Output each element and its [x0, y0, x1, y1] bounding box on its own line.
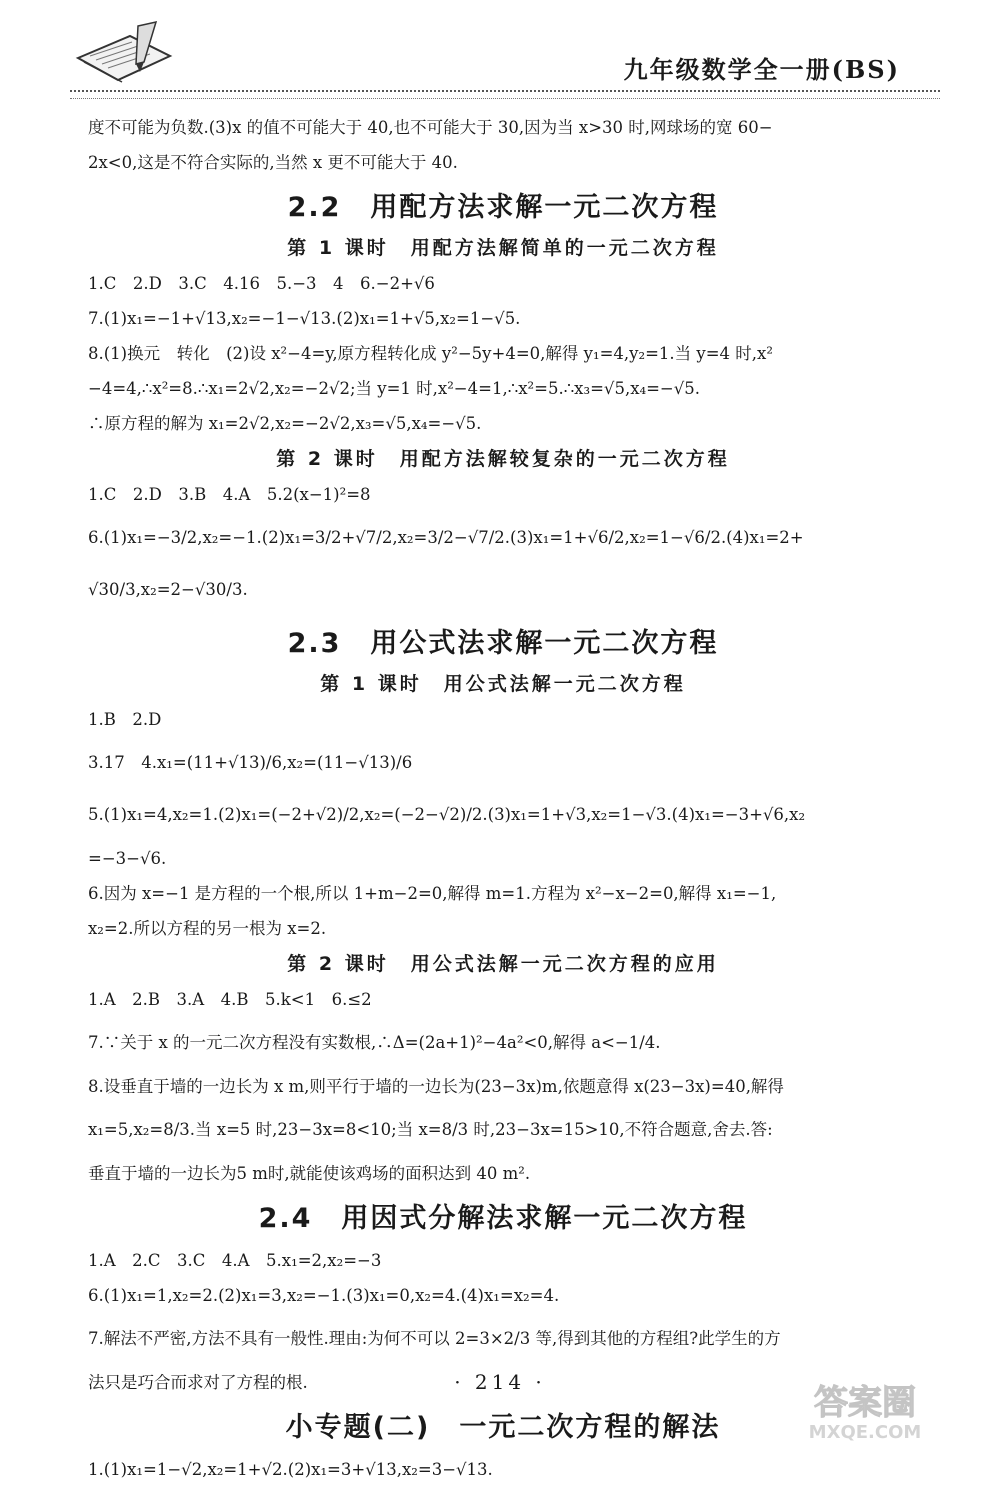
answer-line: 5.(1)x₁=4,x₂=1.(2)x₁=(−2+√2)/2,x₂=(−2−√2)/2.(3)x₁=1+√3,x₂=1−√3.(4)x₁=−3+√6,x₂ — [88, 805, 806, 824]
answer-line: √30/3,x₂=2−√30/3. — [88, 580, 248, 599]
answer-line: 6.(1)x₁=−3/2,x₂=−1.(2)x₁=3/2+√7/2,x₂=3/2−√7/2.(3)x₁=1+√6/2,x₂=1−√6/2.(4)x₁=2+ — [88, 528, 804, 547]
text-line: 2x<0,这是不符合实际的,当然 x 更不可能大于 40. — [88, 153, 458, 172]
lesson-title: 第 1 课时 用配方法解简单的一元二次方程 — [287, 237, 719, 259]
answer-line: 6.因为 x=−1 是方程的一个根,所以 1+m−2=0,解得 m=1.方程为 x²−x−2=0,解得 x₁=−1, — [88, 884, 777, 903]
watermark-logo — [750, 1378, 980, 1444]
book-title: 九年级数学全一册(BS) — [623, 55, 900, 84]
answer-line: =−3−√6. — [88, 849, 167, 868]
answer-content — [88, 110, 918, 1487]
lesson-title: 第 1 课时 用公式法解一元二次方程 — [320, 673, 686, 695]
answer-line: 1.A 2.C 3.C 4.A 5.x₁=2,x₂=−3 — [88, 1251, 382, 1270]
answer-line: 7.解法不严密,方法不具有一般性.理由:为何不可以 2=3×2/3 等,得到其他的方程组?此学生的方 — [88, 1329, 781, 1348]
answer-line: 垂直于墙的一边长为5 m时,就能使该鸡场的面积达到 40 m². — [88, 1164, 531, 1183]
page-header — [60, 14, 940, 98]
answer-line: 8.(1)换元 转化 (2)设 x²−4=y,原方程转化成 y²−5y+4=0,解得 y₁=4,y₂=1.当 y=4 时,x² — [88, 344, 773, 363]
notebook-pencil-icon — [70, 18, 180, 88]
section-title-special: 小专题(二) 一元二次方程的解法 — [285, 1412, 721, 1443]
answer-line: 法只是巧合而求对了方程的根. — [88, 1373, 308, 1392]
answer-line: x₂=2.所以方程的另一根为 x=2. — [88, 919, 327, 938]
header-divider — [70, 90, 940, 99]
section-title-2-4: 2.4 用因式分解法求解一元二次方程 — [258, 1203, 748, 1234]
answer-line: 1.(1)x₁=1−√2,x₂=1+√2.(2)x₁=3+√13,x₂=3−√13. — [88, 1460, 493, 1479]
answer-line: 1.B 2.D — [88, 710, 162, 729]
page-number: · 214 · — [454, 1370, 546, 1394]
answer-line: 1.C 2.D 3.C 4.16 5.−3 4 6.−2+√6 — [88, 274, 435, 293]
answer-line: 7.∵关于 x 的一元二次方程没有实数根,∴Δ=(2a+1)²−4a²<0,解得 a<−1/4. — [88, 1033, 661, 1052]
lesson-title: 第 2 课时 用配方法解较复杂的一元二次方程 — [276, 448, 730, 470]
answer-line: x₁=5,x₂=8/3.当 x=5 时,23−3x=8<10;当 x=8/3 时,23−3x=15>10,不符合题意,舍去.答: — [88, 1120, 773, 1139]
answer-line: 3.17 4.x₁=(11+√13)/6,x₂=(11−√13)/6 — [88, 753, 413, 772]
answer-line: 1.A 2.B 3.A 4.B 5.k<1 6.≤2 — [88, 990, 372, 1009]
watermark-text: 答案圈 — [814, 1383, 916, 1423]
answer-line: ∴原方程的解为 x₁=2√2,x₂=−2√2,x₃=√5,x₄=−√5. — [88, 414, 482, 433]
answer-line: 7.(1)x₁=−1+√13,x₂=−1−√13.(2)x₁=1+√5,x₂=1−√5. — [88, 309, 521, 328]
section-title-2-2: 2.2 用配方法求解一元二次方程 — [287, 192, 719, 223]
watermark-url: MXQE.COM — [808, 1422, 922, 1443]
text-line: 度不可能为负数.(3)x 的值不可能大于 40,也不可能大于 30,因为当 x>30 时,网球场的宽 60− — [88, 118, 773, 137]
answer-line: 1.C 2.D 3.B 4.A 5.2(x−1)²=8 — [88, 485, 371, 504]
section-title-2-3: 2.3 用公式法求解一元二次方程 — [287, 628, 719, 659]
answer-line: 8.设垂直于墙的一边长为 x m,则平行于墙的一边长为(23−3x)m,依题意得 x(23−3x)=40,解得 — [88, 1077, 784, 1096]
answer-line: −4=4,∴x²=8.∴x₁=2√2,x₂=−2√2;当 y=1 时,x²−4=1,∴x²=5.∴x₃=√5,x₄=−√5. — [88, 379, 701, 398]
answer-line: 6.(1)x₁=1,x₂=2.(2)x₁=3,x₂=−1.(3)x₁=0,x₂=4.(4)x₁=x₂=4. — [88, 1286, 560, 1305]
lesson-title: 第 2 课时 用公式法解一元二次方程的应用 — [287, 953, 719, 975]
